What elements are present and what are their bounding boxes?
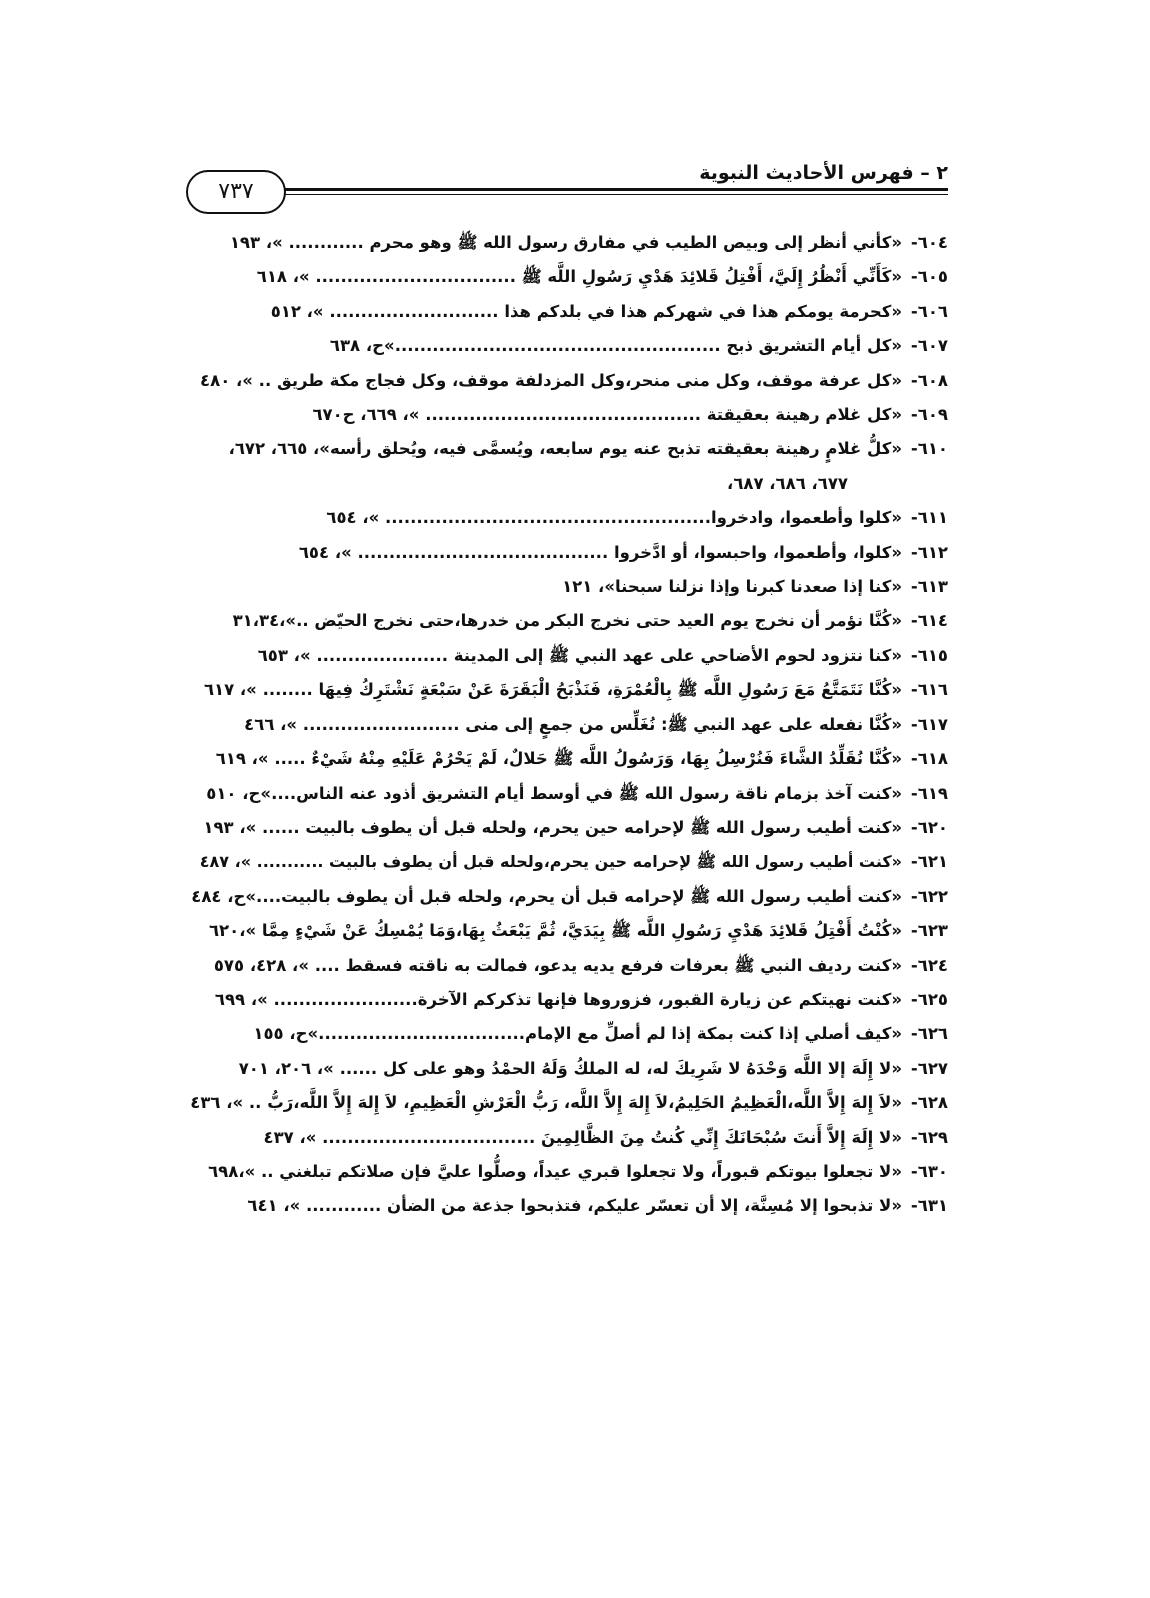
index-entry [186,295,948,329]
entry-number: ٦٠٩- [910,405,948,425]
entry-number: ٦٣١- [910,1196,948,1216]
entry-text: «كُنَّا نؤمر أن نخرج يوم العيد حتى نخرج البكر من خدرها،حتى نخرج الحيّض ..»،٣١،٣٤ [232,611,902,631]
index-entry [186,983,948,1017]
entry-number: ٦٢٢- [910,886,948,906]
entry-text: «كلُّ غلامٍ رهينة بعقيقته تذبح عنه يوم سابعه، ويُسمَّى فيه، ويُحلق رأسه»، ٦٦٥، ٦٧٢، [228,439,902,459]
entry-text: «كُنَّا نفعله على عهد النبي ﷺ: نُغَلِّس من جمعٍ إلى منى ......................... »، ٤٦٦ [244,714,902,734]
entry-text: «كنا نتزود لحوم الأضاحي على عهد النبي ﷺ إلى المدينة ..................... »، ٦٥٣ [257,645,902,665]
entry-number: ٦١٧- [910,714,948,734]
entry-text: «كنت أطيب رسول الله ﷺ لإحرامه قبل أن يحرم، ولحله قبل أن يطوف بالبيت....»ح، ٤٨٤ [191,886,902,906]
entry-text: «كنت آخذ بزمام ناقة رسول الله ﷺ في أوسط أيام التشريق أذود عنه الناس....»ح، ٥١٠ [206,783,902,803]
index-entry [186,1017,948,1051]
index-entry [186,260,948,294]
entry-text: «لا إِلَهَ إِلاَّ أَنتَ سُبْحَانَكَ إِنِّي كُنتُ مِنَ الظَّالِمِينَ .................................. »، ٤٣٧ [263,1127,902,1147]
index-entry [186,226,948,260]
index-entry [186,1086,948,1120]
entry-text: «كنت نهيتكم عن زيارة القبور، فزوروها فإنها تذكركم الآخرة....................... »، ٦٩٩ [214,989,902,1009]
entry-continuation: ٦٧٧، ٦٨٦، ٦٨٧، [727,473,848,493]
entry-number: ٦٠٤- [910,233,948,252]
entry-text: «كلوا، وأطعموا، واحبسوا، أو ادَّخروا ........................................ »، ٦٥٤ [298,542,902,562]
entry-text: «لا تذبحوا إلا مُسِنَّة، إلا أن تعسّر عليكم، فتذبحوا جذعة من الضأن ............ »، ٦٤١ [247,1196,902,1216]
index-entry [186,777,948,811]
entry-text: «كَأَنِّي أَنْظُرُ إِلَيَّ، أَفْتِلُ قَلائِدَ هَدْيِ رَسُولِ اللَّه ﷺ ................................ »، ٦١٨ [256,267,902,287]
index-entry [186,364,948,398]
index-entry [186,708,948,742]
index-entry [186,811,948,845]
entry-text: «كأني أنظر إلى وبيص الطيب في مفارق رسول الله ﷺ وهو محرم ............ »، ١٩٣ [229,233,902,252]
entry-text: «كل عرفة موقف، وكل منى منحر،وكل المزدلفة موقف، وكل فجاج مكة طريق .. »، ٤٨٠ [200,370,902,390]
entry-number: ٦١١- [910,508,948,528]
entry-number: ٦٢٦- [910,1024,948,1044]
entry-text: «كُنَّا نُقَلِّدُ الشَّاءَ فَنُرْسِلُ بِهَا، وَرَسُولُ اللَّه ﷺ حَلالٌ، لَمْ يَحْرُمْ عَلَيْهِ مِنْهُ شَيْءٌ ..... »، ٦١٩ [215,749,902,769]
entry-number: ٦٢٣- [910,921,948,941]
index-entry [186,432,948,501]
index-entry [186,880,948,914]
index-entry [186,949,948,983]
entry-number: ٦١٩- [910,783,948,803]
index-entry [186,329,948,363]
entry-number: ٦٢٥- [910,989,948,1009]
entry-text: «كنا إذا صعدنا كبرنا وإذا نزلنا سبحنا»، ١٢١ [562,577,902,597]
entry-text: «لاَ إِلهَ إِلاَّ اللَّه،الْعَظِيمُ الحَلِيمُ،لاَ إِلهَ إِلاَّ اللَّه، رَبُّ الْعَرْشِ الْعَظِيمِ، لاَ إِلهَ إِلاَّ اللَّه،رَبُّ .. »، ٤٣٦ [190,1093,902,1113]
index-entry [186,1189,948,1223]
entry-number: ٦٣٠- [910,1161,948,1181]
entry-number: ٦٢٤- [910,955,948,975]
entry-number: ٦١٦- [910,680,948,700]
page-number-badge: ٧٣٧ [186,170,286,214]
entry-number: ٦٢٨- [910,1093,948,1113]
index-entry [186,914,948,948]
entry-text: «كحرمة يومكم هذا في شهركم هذا في بلدكم هذا ........................... »، ٥١٢ [270,301,902,321]
index-entry [186,1155,948,1189]
entry-text: «كُنْتُ أَفْتِلُ قَلائِدَ هَدْيِ رَسُولِ اللَّه ﷺ بِيَدَيَّ، ثُمَّ يَبْعَثُ بِهَا،وَمَا يُمْسِكُ عَنْ شَيْءٍ مِمَّا »،٦٢٠ [208,921,902,941]
entry-number: ٦٠٨- [910,370,948,390]
entry-number: ٦١٥- [910,645,948,665]
header-rule-thin [266,194,948,195]
entry-number: ٦٢٠- [910,817,948,837]
entry-number: ٦١٣- [910,577,948,597]
index-entry [186,604,948,638]
index-entry [186,845,948,879]
index-entry [186,673,948,707]
entry-number: ٦٠٥- [910,267,948,287]
entry-text: «كل أيام التشريق ذبح ....................................................»ح، ٦٣٨ [329,336,902,356]
index-entry [186,398,948,432]
index-entry [186,639,948,673]
entry-number: ٦١٤- [910,611,948,631]
entry-number: ٦١٨- [910,749,948,769]
entry-text: «كيف أصلي إذا كنت بمكة إذا لم أصلِّ مع الإمام.................................»ح، ١٥٥ [253,1024,902,1044]
entry-text: «كنت رديف النبي ﷺ بعرفات فرفع يديه يدعو، فمالت به ناقته فسقط .... »، ٤٢٨، ٥٧٥ [213,955,902,975]
index-entry [186,570,948,604]
entry-text: «لا إِلَهَ إلا اللَّه وَحْدَهُ لا شَرِيكَ له، له الملكُ وَلَهُ الحمْدُ وهو على كل ...... »، ٢٠٦، ٧٠١ [238,1058,902,1078]
index-entry [186,1052,948,1086]
hadith-index-list [186,226,948,1224]
entry-text: «لا تجعلوا بيوتكم قبوراً، ولا تجعلوا قبري عيداً، وصلُّوا عليَّ فإن صلاتكم تبلغني .. »،٦٩٨ [208,1161,902,1181]
entry-number: ٦٠٦- [910,301,948,321]
entry-text: «كل غلام رهينة بعقيقتة ............................................ »، ٦٦٩، ح٦٧٠ [312,405,902,425]
entry-number: ٦٢٩- [910,1127,948,1147]
entry-number: ٦١٢- [910,542,948,562]
index-entry [186,742,948,776]
entry-text: «كنت أطيب رسول الله ﷺ لإحرامه حين يحرم، ولحله قبل أن يطوف بالبيت ...... »، ١٩٣ [203,817,902,837]
section-title: ٢ – فهرس الأحاديث النبوية [699,162,948,184]
header-rule [266,188,948,191]
entry-number: ٦٢٧- [910,1058,948,1078]
entry-number: ٦١٠- [910,439,948,459]
entry-text: «كنت أطيب رسول الله ﷺ لإحرامه حين يحرم،ولحله قبل أن يطوف بالبيت ........... »، ٤٨٧ [199,852,902,872]
entry-number: ٦٢١- [910,852,948,872]
entry-text: «كلوا وأطعموا، وادخروا.................................................... »، ٦٥٤ [326,508,902,528]
index-entry [186,1121,948,1155]
page-header [186,160,948,210]
entry-number: ٦٠٧- [910,336,948,356]
index-entry [186,536,948,570]
entry-text: «كُنَّا نَتَمَتَّعُ مَعَ رَسُولِ اللَّه ﷺ بِالْعُمْرَةِ، فَنَذْبَحُ الْبَقَرَةَ عَنْ سَبْعَةٍ نَشْتَرِكُ فِيهَا ........ »، ٦١٧ [203,680,902,700]
index-entry [186,501,948,535]
